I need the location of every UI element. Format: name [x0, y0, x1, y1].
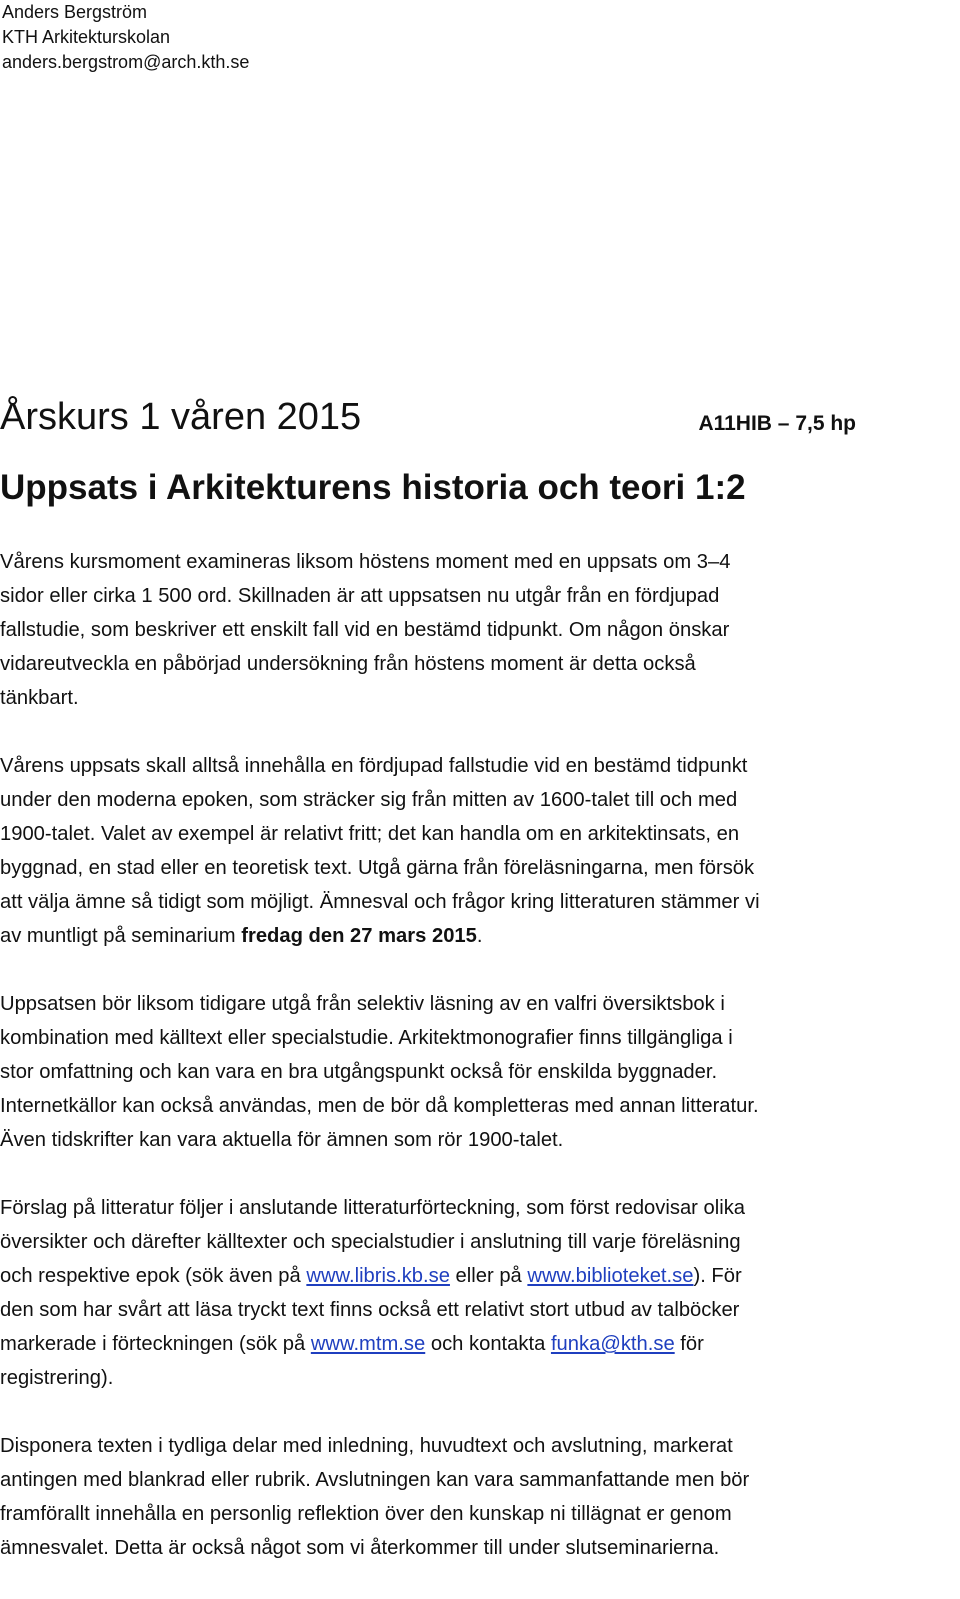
- paragraph-line: att välja ämne så tidigt som möjligt. Ämnesval och frågor kring litteraturen stämmer vi: [0, 891, 760, 913]
- paragraph-line: Även tidskrifter kan vara aktuella för ämnen som rör 1900-talet.: [0, 1129, 564, 1151]
- paragraph-sources: [0, 987, 960, 1157]
- seminar-suffix: .: [476, 925, 483, 947]
- paragraph-line: fallstudie, som beskriver ett enskilt fall vid en bestämd tidpunkt. Om någon önskar: [0, 619, 730, 641]
- paragraph-line: Disponera texten i tydliga delar med inledning, huvudtext och avslutning, markerat: [0, 1435, 733, 1457]
- paragraph-line: den som har svårt att läsa tryckt text finns också ett relativt stort utbud av talböcker: [0, 1299, 740, 1321]
- paragraph-line: vidareutveckla en påbörjad undersökning från höstens moment är detta också: [0, 653, 696, 675]
- author-email: anders.bergstrom@arch.kth.se: [2, 52, 250, 72]
- paragraph-line: Vårens kursmoment examineras liksom höstens moment med en uppsats om 3–4: [0, 551, 731, 573]
- text-segment: för: [674, 1333, 704, 1355]
- paragraph-line: [0, 1259, 960, 1293]
- paragraph-line: ämnesvalet. Detta är också något som vi återkommer till under slutseminarierna.: [0, 1537, 720, 1559]
- paragraph-line: översikter och därefter källtexter och specialstudier i anslutning till varje föreläsning: [0, 1231, 741, 1253]
- course-row: [0, 392, 960, 446]
- author-name: Anders Bergström: [2, 2, 148, 22]
- mtm-link[interactable]: www.mtm.se: [310, 1333, 426, 1355]
- paragraph-line: under den moderna epoken, som sträcker sig från mitten av 1600-talet till och med: [0, 789, 738, 811]
- author-school: KTH Arkitekturskolan: [2, 27, 171, 47]
- libris-link[interactable]: www.libris.kb.se: [306, 1265, 450, 1287]
- paragraph-line: Uppsatsen bör liksom tidigare utgå från selektiv läsning av en valfri översiktsbok i: [0, 993, 725, 1015]
- text-segment: markerade i förteckningen (sök på: [0, 1333, 311, 1355]
- seminar-date: fredag den 27 mars 2015: [241, 925, 477, 947]
- paragraph-line: kombination med källtext eller specialstudie. Arkitektmonografier finns tillgängliga i: [0, 1027, 733, 1049]
- paragraph-line: tänkbart.: [0, 687, 79, 709]
- paragraph-line: registrering).: [0, 1367, 114, 1389]
- paragraph-line: Vårens uppsats skall alltså innehålla en fördjupad fallstudie vid en bestämd tidpunkt: [0, 755, 748, 777]
- funka-email-link[interactable]: funka@kth.se: [550, 1333, 675, 1355]
- paragraph-line: sidor eller cirka 1 500 ord. Skillnaden är att uppsatsen nu utgår från en fördjupad: [0, 585, 720, 607]
- paragraph-line: Förslag på litteratur följer i anslutande litteraturförteckning, som först redovisar olika: [0, 1197, 746, 1219]
- paragraph-line: Internetkällor kan också användas, men de bör då kompletteras med annan litteratur.: [0, 1095, 759, 1117]
- paragraph-line: byggnad, en stad eller en teoretisk text. Utgå gärna från föreläsningarna, men försök: [0, 857, 755, 879]
- text-segment: eller på: [449, 1265, 528, 1287]
- paragraph-structure: [0, 1429, 960, 1565]
- author-block: [2, 0, 249, 75]
- paragraph-line: stor omfattning och kan vara en bra utgångspunkt också för enskilda byggnader.: [0, 1061, 718, 1083]
- paragraph-line: 1900-talet. Valet av exempel är relativt fritt; det kan handla om en arkitektinsats, en: [0, 823, 740, 845]
- text-segment: ). För: [693, 1265, 742, 1287]
- paragraph-case-study: [0, 749, 960, 953]
- paragraph-intro: [0, 545, 960, 715]
- paragraph-literature: [0, 1191, 960, 1395]
- paragraph-line: [0, 1327, 960, 1361]
- paragraph-line: antingen med blankrad eller rubrik. Avslutningen kan vara sammanfattande men bör: [0, 1469, 750, 1491]
- body-text: [0, 545, 960, 1599]
- course-code-credits: A11HIB – 7,5 hp: [698, 412, 856, 435]
- seminar-text: av muntligt på seminarium: [0, 925, 242, 947]
- text-segment: och respektive epok (sök även på: [0, 1265, 307, 1287]
- text-segment: och kontakta: [425, 1333, 551, 1355]
- paragraph-line: [0, 919, 960, 953]
- biblioteket-link[interactable]: www.biblioteket.se: [527, 1265, 694, 1287]
- page-title: Uppsats i Arkitekturens historia och teori 1:2: [0, 468, 746, 507]
- paragraph-line: framförallt innehålla en personlig reflektion över den kunskap ni tillägnat er genom: [0, 1503, 732, 1525]
- course-year-semester: Årskurs 1 våren 2015: [0, 396, 362, 438]
